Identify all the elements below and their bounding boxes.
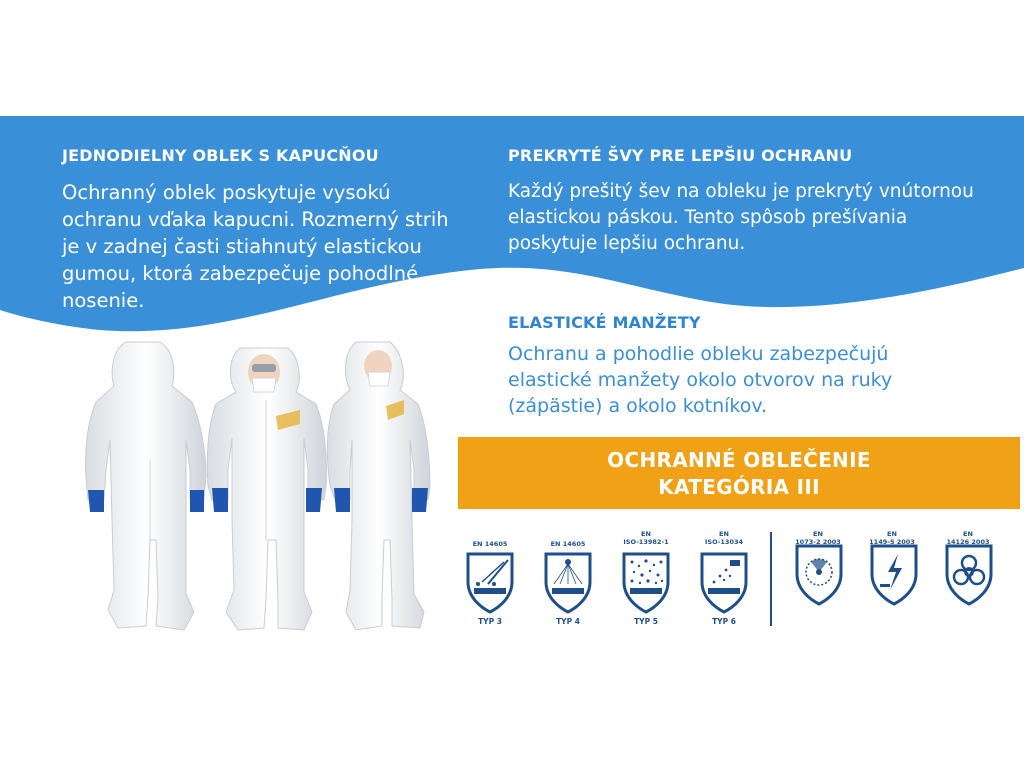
cert-standard-label: EN 1073-2 2003 <box>795 530 841 546</box>
cert-standard-label: EN 14126 2003 <box>946 530 990 546</box>
cert-type-label: TYP 6 <box>712 617 736 626</box>
text-covered-seams: Každý prešitý šev na obleku je prekrytý vnútornou elastickou páskou. Tento spôsob prešívania poskytuje lepšiu ochranu. <box>508 181 974 254</box>
heading-covered-seams: PREKRYTÉ ŠVY PRE LEPŠIU OCHRANU <box>508 146 853 165</box>
heading-hooded-coverall: JEDNODIELNY OBLEK S KAPUCŇOU <box>62 146 379 165</box>
cert-standard-label: EN ISO-13034 <box>704 530 744 546</box>
cert-type-label: TYP 3 <box>478 617 502 626</box>
cert-type-label: TYP 4 <box>556 617 580 626</box>
cert-standard-label: EN 1149-5 2003 <box>869 530 915 546</box>
heading-elastic-cuffs: ELASTICKÉ MANŽETY <box>508 313 701 332</box>
banner-title-line2: KATEGÓRIA III <box>658 475 820 499</box>
category-banner <box>458 437 1020 509</box>
cert-standard-label: EN 14605 <box>472 540 508 548</box>
cert-type-label: TYP 5 <box>634 617 658 626</box>
banner-title-line1: OCHRANNÉ OBLEČENIE <box>607 448 871 472</box>
cert-standard-label: EN 14605 <box>550 540 586 548</box>
cert-standard-label: EN ISO-13982-1 <box>623 530 669 546</box>
text-elastic-cuffs: Ochranu a pohodlie obleku zabezpečujú elastické manžety okolo otvorov na ruky (zápästie) a okolo kotníkov. <box>508 343 893 417</box>
text-hooded-coverall: Ochranný oblek poskytuje vysokú ochranu vďaka kapucni. Rozmerný strih je v zadnej časti stiahnutý elastickou gumou, ktorá zabezpečuje pohodlné nosenie. <box>62 181 449 312</box>
